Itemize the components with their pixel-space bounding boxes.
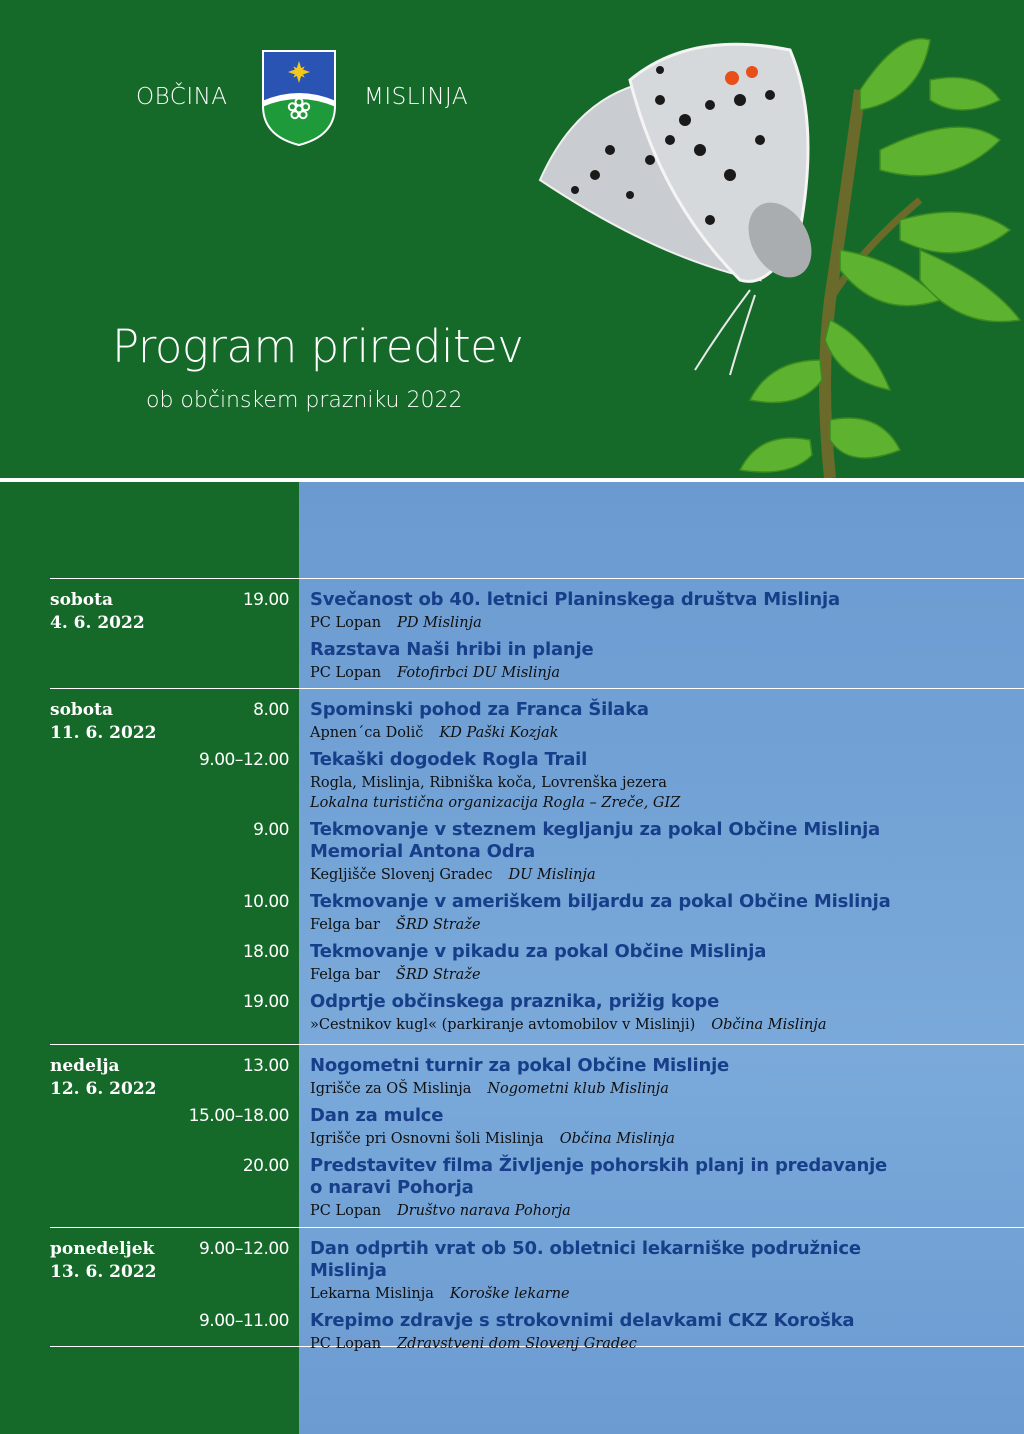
event-location: PC Lopan [310,615,382,631]
event-location: Apnen´ca Dolič [310,725,424,741]
event-time: 10.00 [242,892,289,912]
day-name: ponedeljek [50,1239,155,1259]
event-title: Svečanost ob 40. letnici Planinskega društva Mislinja [310,589,840,610]
event-time: 9.00–11.00 [198,1311,289,1331]
event-item [50,1055,1024,1099]
event-time: 19.00 [242,590,289,610]
event-item [50,749,1024,813]
event-item [50,1105,1024,1149]
page-subtitle: ob občinskem prazniku 2022 [146,388,463,413]
event-organizer: Nogometni klub Mislinja [487,1081,669,1097]
event-organizer: Društvo narava Pohorja [397,1203,571,1219]
event-title: Tekmovanje v ameriškem biljardu za pokal Občine Mislinja [310,891,891,912]
event-time: 8.00 [253,700,289,720]
event-item [50,1310,1024,1354]
event-organizer: Lokalna turistična organizacija Rogla – Zreče, GIZ [310,795,681,811]
event-item [50,639,1024,683]
event-title: Krepimo zdravje s strokovnimi delavkami CKZ Koroška [310,1310,855,1331]
event-location: Igrišče za OŠ Mislinja [310,1081,472,1097]
day-name: sobota [50,590,114,610]
event-title: Nogometni turnir za pokal Občine Mislinje [310,1055,730,1076]
event-item [50,819,1024,885]
event-organizer: Občina Mislinja [559,1131,675,1147]
day-date: 13. 6. 2022 [50,1262,157,1282]
event-organizer: ŠRD Straže [395,967,481,983]
event-organizer: PD Mislinja [397,615,482,631]
event-time: 13.00 [242,1056,289,1076]
event-organizer: Fotofirbci DU Mislinja [397,665,561,681]
event-title: Predstavitev filma Življenje pohorskih planj in predavanje [310,1155,888,1176]
event-time: 15.00–18.00 [188,1106,289,1126]
event-schedule [50,578,1024,1352]
event-location: Lekarna Mislinja [310,1286,434,1302]
event-title: Dan odprtih vrat ob 50. obletnici lekarniške podružnice Mislinja [310,1238,861,1281]
page-title: Program prireditev [112,320,524,373]
event-title: Spominski pohod za Franca Šilaka [310,699,649,720]
day-name: sobota [50,700,114,720]
event-time: 9.00–12.00 [198,750,289,770]
event-item [50,891,1024,935]
day-date: 11. 6. 2022 [50,723,157,743]
event-organizer: Zdravstveni dom Slovenj Gradec [397,1336,637,1352]
event-location: Felga bar [310,967,380,983]
event-location: PC Lopan [310,1203,382,1219]
day-name: nedelja [50,1056,120,1076]
event-title: Odprtje občinskega praznika, prižig kope [310,991,720,1012]
event-item [50,1155,1024,1221]
day-date: 12. 6. 2022 [50,1079,157,1099]
municipality-name-right: MISLINJA [364,84,469,110]
event-time: 19.00 [242,992,289,1012]
day-date: 4. 6. 2022 [50,613,145,633]
event-time: 9.00–12.00 [198,1239,289,1259]
event-title-line2: Memorial Antona Odra [310,841,536,862]
event-item [50,991,1024,1035]
day-block [50,1227,1024,1352]
event-item [50,1238,1024,1304]
header-banner [0,0,1024,478]
event-title: Tekaški dogodek Rogla Trail [310,749,588,770]
day-block [50,1044,1024,1227]
coat-of-arms-icon [260,48,338,148]
event-title: Dan za mulce [310,1105,444,1126]
municipality-name-left: OBČINA [136,84,228,110]
event-location: Rogla, Mislinja, Ribniška koča, Lovrenška jezera [310,775,667,791]
event-organizer: Koroške lekarne [449,1286,570,1302]
event-title: Razstava Naši hribi in planje [310,639,594,660]
event-item [50,941,1024,985]
event-location: »Cestnikov kugl« (parkiranje avtomobilov v Mislinji) [310,1017,696,1033]
event-location: Kegljišče Slovenj Gradec [310,867,493,883]
day-block [50,578,1024,688]
day-block [50,688,1024,1044]
event-time: 9.00 [253,820,289,840]
event-location: Igrišče pri Osnovni šoli Mislinja [310,1131,544,1147]
butterfly-photo [500,0,1024,478]
event-item [50,699,1024,743]
event-location: PC Lopan [310,1336,382,1352]
event-title: Tekmovanje v steznem kegljanju za pokal Občine Mislinja [310,819,880,840]
event-location: PC Lopan [310,665,382,681]
event-item [50,589,1024,633]
event-organizer: KD Paški Kozjak [439,725,559,741]
event-location: Felga bar [310,917,380,933]
event-title: Tekmovanje v pikadu za pokal Občine Mislinja [310,941,767,962]
event-organizer: Občina Mislinja [711,1017,827,1033]
event-organizer: ŠRD Straže [395,917,481,933]
event-time: 20.00 [242,1156,289,1176]
event-time: 18.00 [242,942,289,962]
event-title-line2: o naravi Pohorja [310,1177,474,1198]
event-organizer: DU Mislinja [508,867,596,883]
